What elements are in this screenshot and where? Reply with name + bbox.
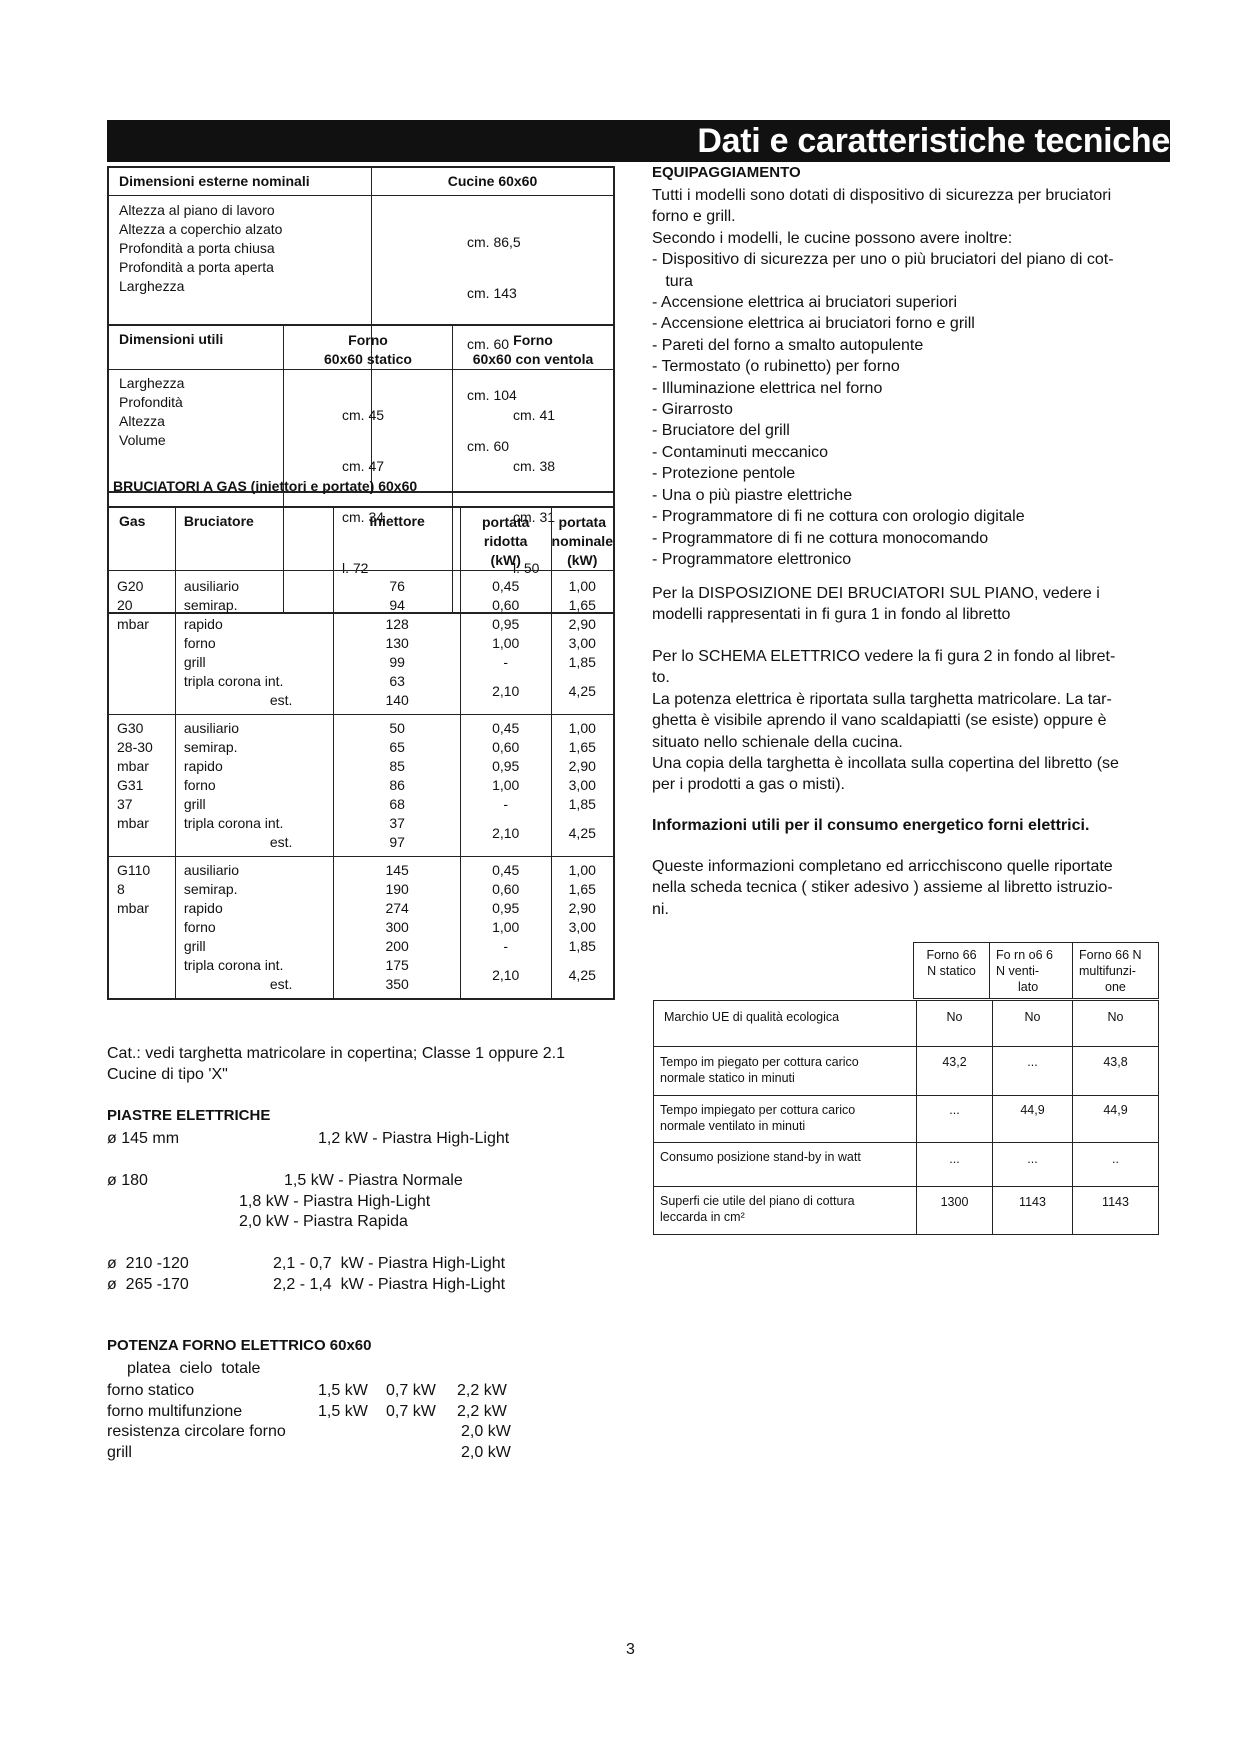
burners-title: BRUCIATORI A GAS (iniettori e portate) 60x60 (113, 478, 418, 494)
gas-type: mbar (117, 900, 149, 916)
plate-size: ø 265 -170 (107, 1276, 189, 1293)
category-note-line: Cucine di tipo 'X" (107, 1066, 228, 1083)
eco-value: 44,9 (1073, 1096, 1159, 1143)
burner-name: tripla corona int. (183, 673, 284, 689)
useful-dim-label: Volume (119, 432, 166, 448)
equipment-item: - Programmatore elettronico (652, 550, 852, 568)
equipment-list (652, 185, 1114, 570)
eco-row-label: Superfi cie utile del piano di cottura (660, 1194, 855, 1208)
useful-dim-v1: cm. 45 (342, 407, 385, 423)
useful-dim-v1: l. 72 (342, 560, 369, 576)
equipment-item: - Accensione elettrica ai bruciatori superiori (652, 294, 958, 312)
ext-dim-value: cm. 86,5 (467, 233, 521, 250)
energy-paragraph (652, 856, 1113, 920)
eco-row-label: leccarda in cm² (660, 1210, 745, 1224)
ext-dim-label: Profondità a porta chiusa (119, 239, 275, 256)
gas-type: G31 (117, 777, 144, 793)
eco-row-label: Consumo posizione stand-by in watt (654, 1143, 917, 1187)
injector: 190 (385, 881, 409, 897)
paragraph-line: to. (652, 669, 670, 687)
injector: 300 (385, 919, 409, 935)
reduced-flow: 0,95 (492, 758, 520, 774)
plates-title: PIASTRE ELETTRICHE (107, 1107, 271, 1124)
nominal-flow: 2,90 (568, 758, 596, 774)
equipment-item: - Termostato (o rubinetto) per forno (652, 358, 900, 376)
useful-dims-col2-line2: 60x60 con ventola (472, 351, 594, 367)
burner-group-g30 (108, 715, 614, 857)
injector: 94 (389, 597, 405, 613)
useful-dim-label: Altezza (119, 413, 165, 429)
paragraph-line: Per la DISPOSIZIONE DEI BRUCIATORI SUL PIANO, vedere i (652, 585, 1100, 602)
burner-group-g20 (108, 571, 614, 715)
burner-group-g110 (108, 857, 614, 1000)
eco-col-header: Forno 66 N (1079, 948, 1142, 962)
electric-paragraph (652, 646, 1119, 796)
burner-name-est: est. (269, 976, 293, 992)
gas-type: 37 (117, 796, 133, 812)
eco-value: ... (917, 1143, 993, 1187)
eco-col-header: N venti- (996, 964, 1040, 978)
paragraph-line: per i prodotti a gas o misti). (652, 776, 845, 794)
injector: 37 (389, 815, 405, 831)
burner-layout-paragraph (652, 583, 1100, 626)
category-note-line: Cat.: vedi targhetta matricolare in copertina; Classe 1 oppure 2.1 (107, 1045, 566, 1062)
ext-dim-value: cm. 104 (467, 386, 517, 403)
burner-name-est: est. (269, 692, 293, 708)
nominal-flow: 1,85 (568, 796, 596, 812)
gas-type: G30 (117, 720, 144, 736)
equipment-item: - Programmatore di fi ne cottura con orologio digitale (652, 508, 1025, 526)
equipment-intro-line: Secondo i modelli, le cucine possono avere inoltre: (652, 229, 1013, 247)
oven-power-label: forno statico (107, 1382, 195, 1399)
burners-header-reduced: (kW) (490, 552, 521, 568)
useful-dim-v2: cm. 41 (513, 407, 556, 423)
injector: 68 (389, 796, 405, 812)
burner-name: forno (183, 919, 216, 935)
paragraph-line: La potenza elettrica è riportata sulla targhetta matricolare. La tar- (652, 690, 1112, 708)
paragraph-line: Per lo SCHEMA ELETTRICO vedere la fi gura 2 in fondo al libret- (652, 648, 1116, 665)
reduced-flow: - (503, 796, 509, 812)
burners-header-nominal: portata (558, 514, 606, 530)
ext-dim-label: Altezza a coperchio alzato (119, 220, 283, 237)
burner-name: grill (183, 796, 206, 812)
eco-value: 1300 (917, 1187, 993, 1235)
nominal-flow: 1,65 (568, 881, 596, 897)
injector: 350 (385, 976, 409, 992)
injector: 128 (385, 616, 409, 632)
eco-value: 43,8 (1073, 1047, 1159, 1096)
reduced-flow: 0,45 (492, 720, 520, 736)
equipment-item: - Girarrosto (652, 401, 733, 419)
eco-row-label: normale ventilato in minuti (660, 1119, 806, 1133)
injector: 65 (389, 739, 405, 755)
useful-dims-title: Dimensioni utili (108, 325, 284, 370)
equipment-item: - Una o più piastre elettriche (652, 486, 853, 504)
burner-name: ausiliario (183, 862, 240, 878)
reduced-flow: 0,45 (492, 862, 520, 878)
useful-dim-label: Profondità (119, 394, 183, 410)
reduced-flow: 1,00 (492, 919, 520, 935)
plate-desc: 1,5 kW - Piastra Normale (284, 1172, 463, 1189)
nominal-flow: 1,85 (568, 938, 596, 954)
ext-dim-value: cm. 60 (467, 437, 510, 454)
injector: 200 (385, 938, 409, 954)
eco-col-header: multifunzi- (1079, 964, 1136, 978)
reduced-flow: - (503, 654, 509, 670)
oven-power-label: forno multifunzione (107, 1403, 243, 1420)
ext-dims-title: Dimensioni esterne nominali (108, 167, 372, 195)
injector: 50 (389, 720, 405, 736)
nominal-flow: 1,65 (568, 597, 596, 613)
oven-power-platea: 1,5 kW (318, 1403, 368, 1420)
eco-value: ... (917, 1096, 993, 1143)
nominal-flow: 3,00 (568, 919, 596, 935)
equipment-item: - Illuminazione elettrica nel forno (652, 379, 883, 397)
category-note (107, 1043, 565, 1085)
plate-size: ø 180 (107, 1172, 148, 1189)
plate-desc: 1,2 kW - Piastra High-Light (318, 1130, 510, 1147)
eco-row (654, 1047, 1159, 1096)
nominal-flow: 1,00 (568, 862, 596, 878)
paragraph-line: ghetta è visibile aprendo il vano scaldapiatti (se esiste) oppure è (652, 712, 1107, 730)
reduced-flow: - (503, 938, 509, 954)
eco-value: No (993, 1001, 1073, 1047)
eco-row (654, 1096, 1159, 1143)
nominal-flow: 4,25 (568, 825, 596, 841)
eco-col-header: Fo rn o6 6 (996, 948, 1053, 962)
oven-power-title: POTENZA FORNO ELETTRICO 60x60 (107, 1337, 372, 1354)
plate-desc: 2,2 - 1,4 kW - Piastra High-Light (273, 1276, 506, 1293)
injector: 76 (389, 578, 405, 594)
eco-value: 44,9 (993, 1096, 1073, 1143)
paragraph-line: ni. (652, 900, 669, 918)
injector: 274 (385, 900, 409, 916)
ext-dim-label: Larghezza (119, 277, 185, 294)
equipment-item: - Programmatore di fi ne cottura monocomando (652, 529, 989, 547)
eco-value: ... (993, 1047, 1073, 1096)
burner-name: rapido (183, 616, 223, 632)
injector: 130 (385, 635, 409, 651)
burner-name-est: est. (269, 834, 293, 850)
eco-col-header: one (1105, 980, 1126, 994)
useful-dim-v2: l. 50 (513, 560, 540, 576)
burner-name: ausiliario (183, 720, 240, 736)
ext-dim-label: Altezza al piano di lavoro (119, 201, 275, 218)
eco-value: No (917, 1001, 993, 1047)
eco-row-label: normale statico in minuti (660, 1071, 795, 1085)
reduced-flow: 0,60 (492, 739, 520, 755)
oven-power-platea: 1,5 kW (318, 1382, 368, 1399)
injector: 175 (385, 957, 409, 973)
gas-type: mbar (117, 616, 149, 632)
nominal-flow: 2,90 (568, 616, 596, 632)
oven-power-header: platea cielo totale (127, 1360, 261, 1377)
burners-table (107, 506, 615, 1000)
injector: 63 (389, 673, 405, 689)
eco-value: No (1073, 1001, 1159, 1047)
oven-power-cielo: 0,7 kW (386, 1382, 436, 1399)
useful-dims-col1-line1: Forno (348, 332, 388, 348)
useful-dim-v2: cm. 38 (513, 458, 556, 474)
reduced-flow: 0,45 (492, 578, 520, 594)
burner-name: semirap. (183, 881, 238, 897)
eco-value: .. (1073, 1143, 1159, 1187)
eco-row (654, 1187, 1159, 1235)
burner-name: tripla corona int. (183, 815, 284, 831)
reduced-flow: 2,10 (492, 683, 520, 699)
equipment-intro-line: Tutti i modelli sono dotati di dispositivo di sicurezza per bruciatori (652, 187, 1112, 204)
nominal-flow: 4,25 (568, 683, 596, 699)
page-number: 3 (626, 1641, 635, 1658)
burners-header-reduced: portata (481, 514, 530, 530)
eco-value: 1143 (993, 1187, 1073, 1235)
paragraph-line: Queste informazioni completano ed arricchiscono quelle riportate (652, 858, 1113, 875)
plate-size: ø 145 mm (107, 1130, 180, 1147)
gas-type: 28-30 (117, 739, 153, 755)
burners-header-injector: Iniettore (334, 507, 460, 571)
eco-row-label: Marchio UE di qualità ecologica (654, 1001, 917, 1047)
eco-row (654, 1143, 1159, 1187)
eco-row (654, 1001, 1159, 1047)
useful-dims-col1-line2: 60x60 statico (324, 351, 412, 367)
injector: 140 (385, 692, 409, 708)
burner-name: rapido (183, 758, 223, 774)
burner-name: forno (183, 635, 216, 651)
equipment-item: tura (652, 272, 693, 290)
injector: 99 (389, 654, 405, 670)
plate-size: ø 210 -120 (107, 1255, 189, 1272)
injector: 97 (389, 834, 405, 850)
eco-table (653, 1000, 1159, 1235)
paragraph-line: situato nello schienale della cucina. (652, 733, 903, 751)
useful-dim-label: Larghezza (119, 375, 185, 391)
equipment-item: - Accensione elettrica ai bruciatori forno e grill (652, 315, 975, 333)
page-title: Dati e caratteristiche tecniche (697, 122, 1170, 160)
gas-type: mbar (117, 758, 149, 774)
gas-type: 8 (117, 881, 125, 897)
eco-value: ... (993, 1143, 1073, 1187)
eco-table-header (913, 942, 1159, 999)
header-bar (107, 120, 1170, 162)
eco-row-label: Tempo impiegato per cottura carico (660, 1103, 856, 1117)
equipment-intro-line: forno e grill. (652, 208, 736, 226)
burner-name: forno (183, 777, 216, 793)
useful-dim-v1: cm. 34 (342, 509, 385, 525)
useful-dim-v2: cm. 31 (513, 509, 556, 525)
gas-type: mbar (117, 815, 149, 831)
burner-name: semirap. (183, 597, 238, 613)
eco-col-header: Forno 66 (926, 948, 977, 962)
burner-name: tripla corona int. (183, 957, 284, 973)
injector: 145 (385, 862, 409, 878)
energy-title: Informazioni utili per il consumo energetico forni elettrici. (652, 817, 1090, 834)
gas-type: G20 (117, 578, 144, 594)
useful-dim-v1: cm. 47 (342, 458, 385, 474)
reduced-flow: 2,10 (492, 967, 520, 983)
ext-dims-col-header: Cucine 60x60 (372, 167, 615, 195)
equipment-item: - Pareti del forno a smalto autopulente (652, 336, 924, 354)
equipment-item: - Dispositivo di sicurezza per uno o più bruciatori del piano di cot- (652, 251, 1114, 269)
reduced-flow: 0,60 (492, 597, 520, 613)
ext-dim-value: cm. 60 (467, 335, 510, 352)
burner-name: grill (183, 654, 206, 670)
burners-header-nominal: (kW) (567, 552, 598, 568)
oven-power-total: 2,0 kW (461, 1423, 511, 1440)
eco-value: 1143 (1073, 1187, 1159, 1235)
injector: 86 (389, 777, 405, 793)
oven-power-total: 2,2 kW (457, 1382, 507, 1399)
plate-desc: 1,8 kW - Piastra High-Light (239, 1193, 431, 1210)
burner-name: rapido (183, 900, 223, 916)
gas-type: 20 (117, 597, 133, 613)
nominal-flow: 1,00 (568, 720, 596, 736)
paragraph-line: Una copia della targhetta è incollata sulla copertina del libretto (se (652, 755, 1119, 773)
oven-power-cielo: 0,7 kW (386, 1403, 436, 1420)
nominal-flow: 3,00 (568, 635, 596, 651)
nominal-flow: 1,00 (568, 578, 596, 594)
useful-dims-col2-line1: Forno (513, 332, 553, 348)
equipment-title: EQUIPAGGIAMENTO (652, 164, 801, 181)
reduced-flow: 1,00 (492, 635, 520, 651)
reduced-flow: 1,00 (492, 777, 520, 793)
eco-value: 43,2 (917, 1047, 993, 1096)
burner-name: ausiliario (183, 578, 240, 594)
gas-type: G110 (117, 862, 151, 878)
burners-header-reduced: ridotta (483, 533, 528, 549)
burners-header-nominal: nominale (551, 533, 613, 549)
plate-desc: 2,0 kW - Piastra Rapida (239, 1213, 408, 1230)
equipment-item: - Contaminuti meccanico (652, 443, 829, 461)
injector: 85 (389, 758, 405, 774)
paragraph-line: modelli rappresentati in fi gura 1 in fondo al libretto (652, 606, 1011, 624)
oven-power-label: grill (107, 1444, 132, 1461)
nominal-flow: 1,85 (568, 654, 596, 670)
nominal-flow: 4,25 (568, 967, 596, 983)
equipment-item: - Bruciatore del grill (652, 422, 790, 440)
reduced-flow: 0,95 (492, 900, 520, 916)
eco-col-header: N statico (927, 964, 976, 978)
ext-dim-value: cm. 143 (467, 284, 517, 301)
burner-name: grill (183, 938, 206, 954)
reduced-flow: 2,10 (492, 825, 520, 841)
oven-power-total: 2,2 kW (457, 1403, 507, 1420)
equipment-item: - Protezione pentole (652, 465, 796, 483)
eco-row-label: Tempo im piegato per cottura carico (660, 1055, 859, 1069)
reduced-flow: 0,95 (492, 616, 520, 632)
burners-header-burner: Bruciatore (175, 507, 334, 571)
burners-header-gas: Gas (108, 507, 175, 571)
oven-power-label: resistenza circolare forno (107, 1423, 286, 1440)
nominal-flow: 3,00 (568, 777, 596, 793)
eco-col-header: lato (1018, 980, 1039, 994)
plate-desc: 2,1 - 0,7 kW - Piastra High-Light (273, 1255, 506, 1272)
burner-name: semirap. (183, 739, 238, 755)
paragraph-line: nella scheda tecnica ( stiker adesivo ) assieme al libretto istruzio- (652, 879, 1113, 897)
nominal-flow: 1,65 (568, 739, 596, 755)
ext-dim-label: Profondità a porta aperta (119, 258, 274, 275)
reduced-flow: 0,60 (492, 881, 520, 897)
nominal-flow: 2,90 (568, 900, 596, 916)
oven-power-total: 2,0 kW (461, 1444, 511, 1461)
